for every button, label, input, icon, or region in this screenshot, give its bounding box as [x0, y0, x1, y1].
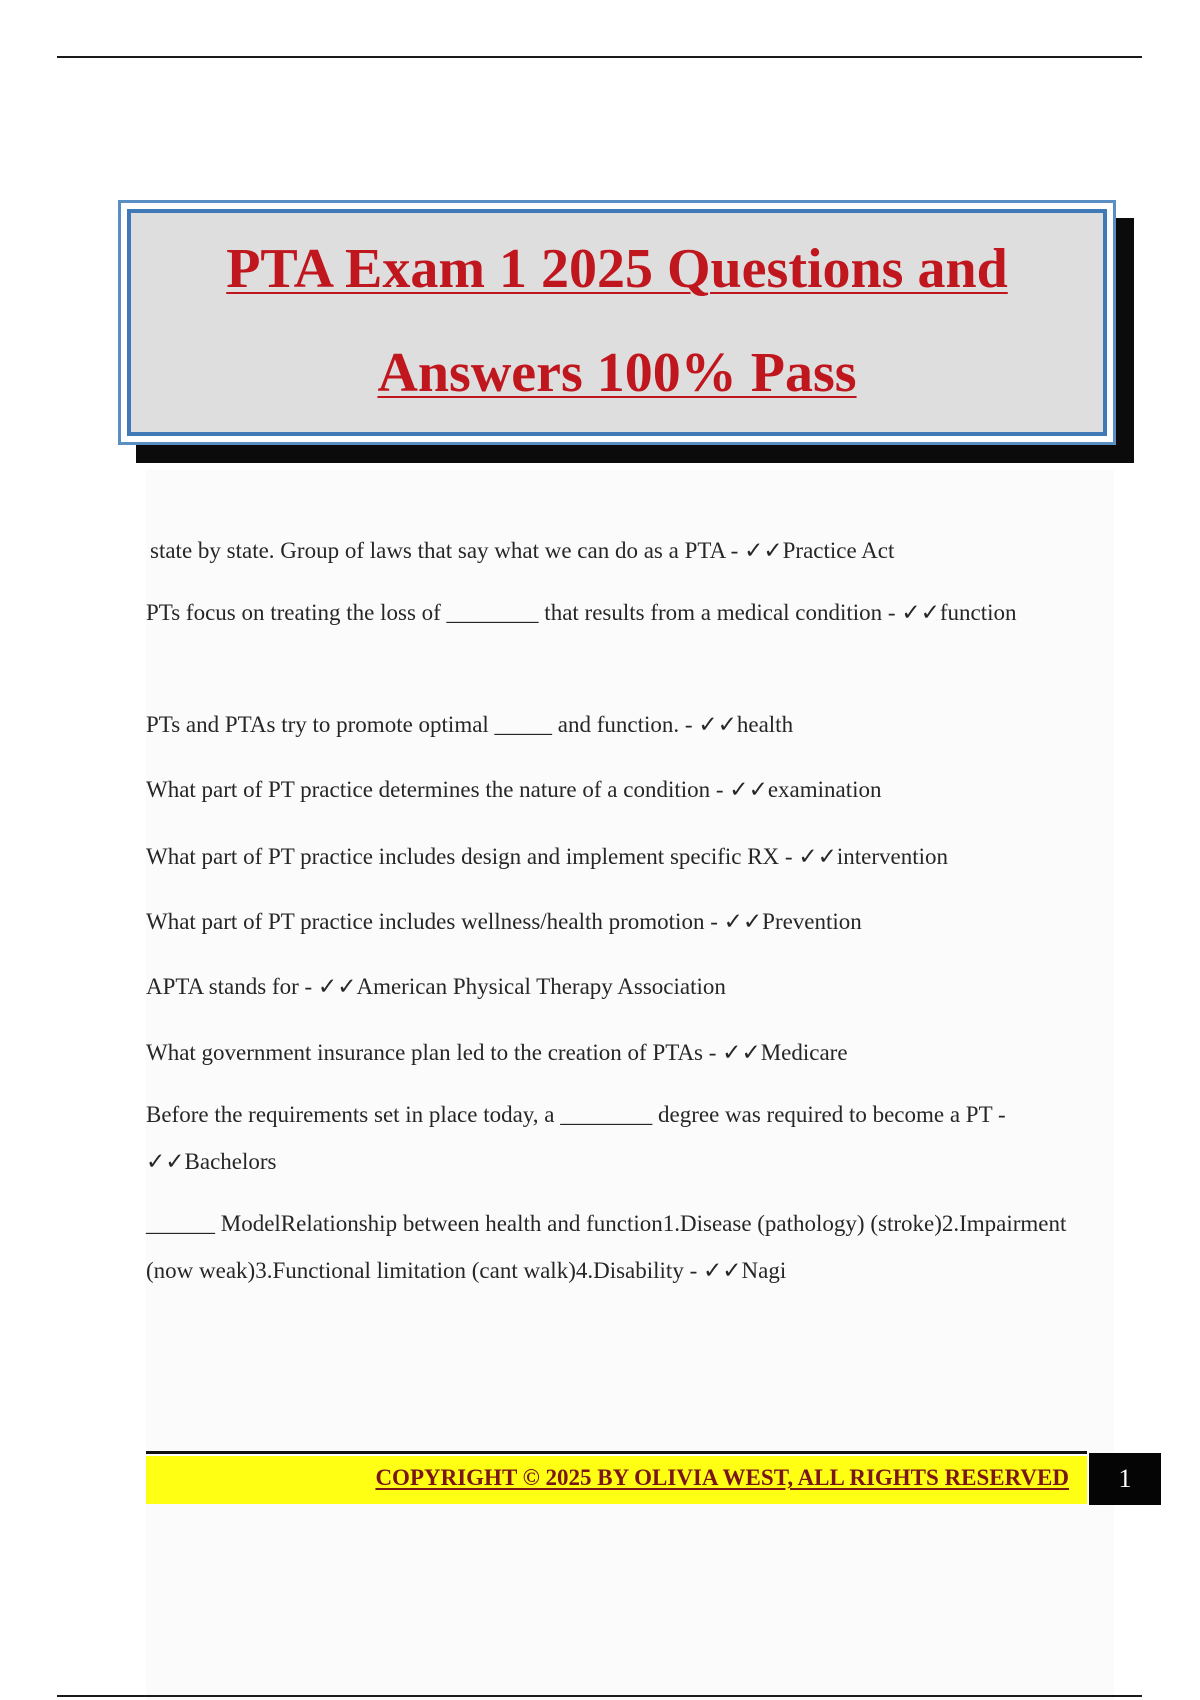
copyright-banner	[146, 1456, 1087, 1504]
bottom-rule	[57, 1695, 1142, 1697]
question-item: PTs focus on treating the loss of ________ that results from a medical condition - ✓✓function	[146, 600, 1017, 625]
document-title-line-2: Answers 100% Pass	[377, 342, 857, 404]
page-content-area	[146, 470, 1114, 1700]
question-item: What part of PT practice includes design and implement specific RX - ✓✓intervention	[146, 844, 949, 869]
question-item: What part of PT practice determines the nature of a condition - ✓✓examination	[146, 777, 882, 802]
question-item: PTs and PTAs try to promote optimal _____ and function. - ✓✓health	[146, 712, 794, 737]
question-item: ______ ModelRelationship between health and function1.Disease (pathology) (stroke)2.Impairment (now weak)3.Functional limitation (cant walk)4.Disability - ✓✓Nagi	[146, 1211, 1067, 1283]
copyright-text: COPYRIGHT © 2025 BY OLIVIA WEST, ALL RIGHTS RESERVED	[375, 1465, 1069, 1490]
question-item: APTA stands for - ✓✓American Physical Therapy Association	[146, 974, 726, 999]
question-item: state by state. Group of laws that say what we can do as a PTA - ✓✓Practice Act	[150, 538, 895, 563]
question-item: What part of PT practice includes wellness/health promotion - ✓✓Prevention	[146, 909, 862, 934]
footer-rule	[146, 1451, 1087, 1454]
question-item: Before the requirements set in place today, a ________ degree was required to become a PT - ✓✓Bachelors	[146, 1102, 1006, 1174]
document-title-line-1: PTA Exam 1 2025 Questions and	[226, 238, 1008, 300]
page-number: 1	[1089, 1453, 1161, 1505]
question-item: What government insurance plan led to the creation of PTAs - ✓✓Medicare	[146, 1040, 848, 1065]
title-box	[118, 200, 1116, 445]
header-rule	[57, 56, 1142, 58]
title-box-inner	[127, 209, 1107, 436]
